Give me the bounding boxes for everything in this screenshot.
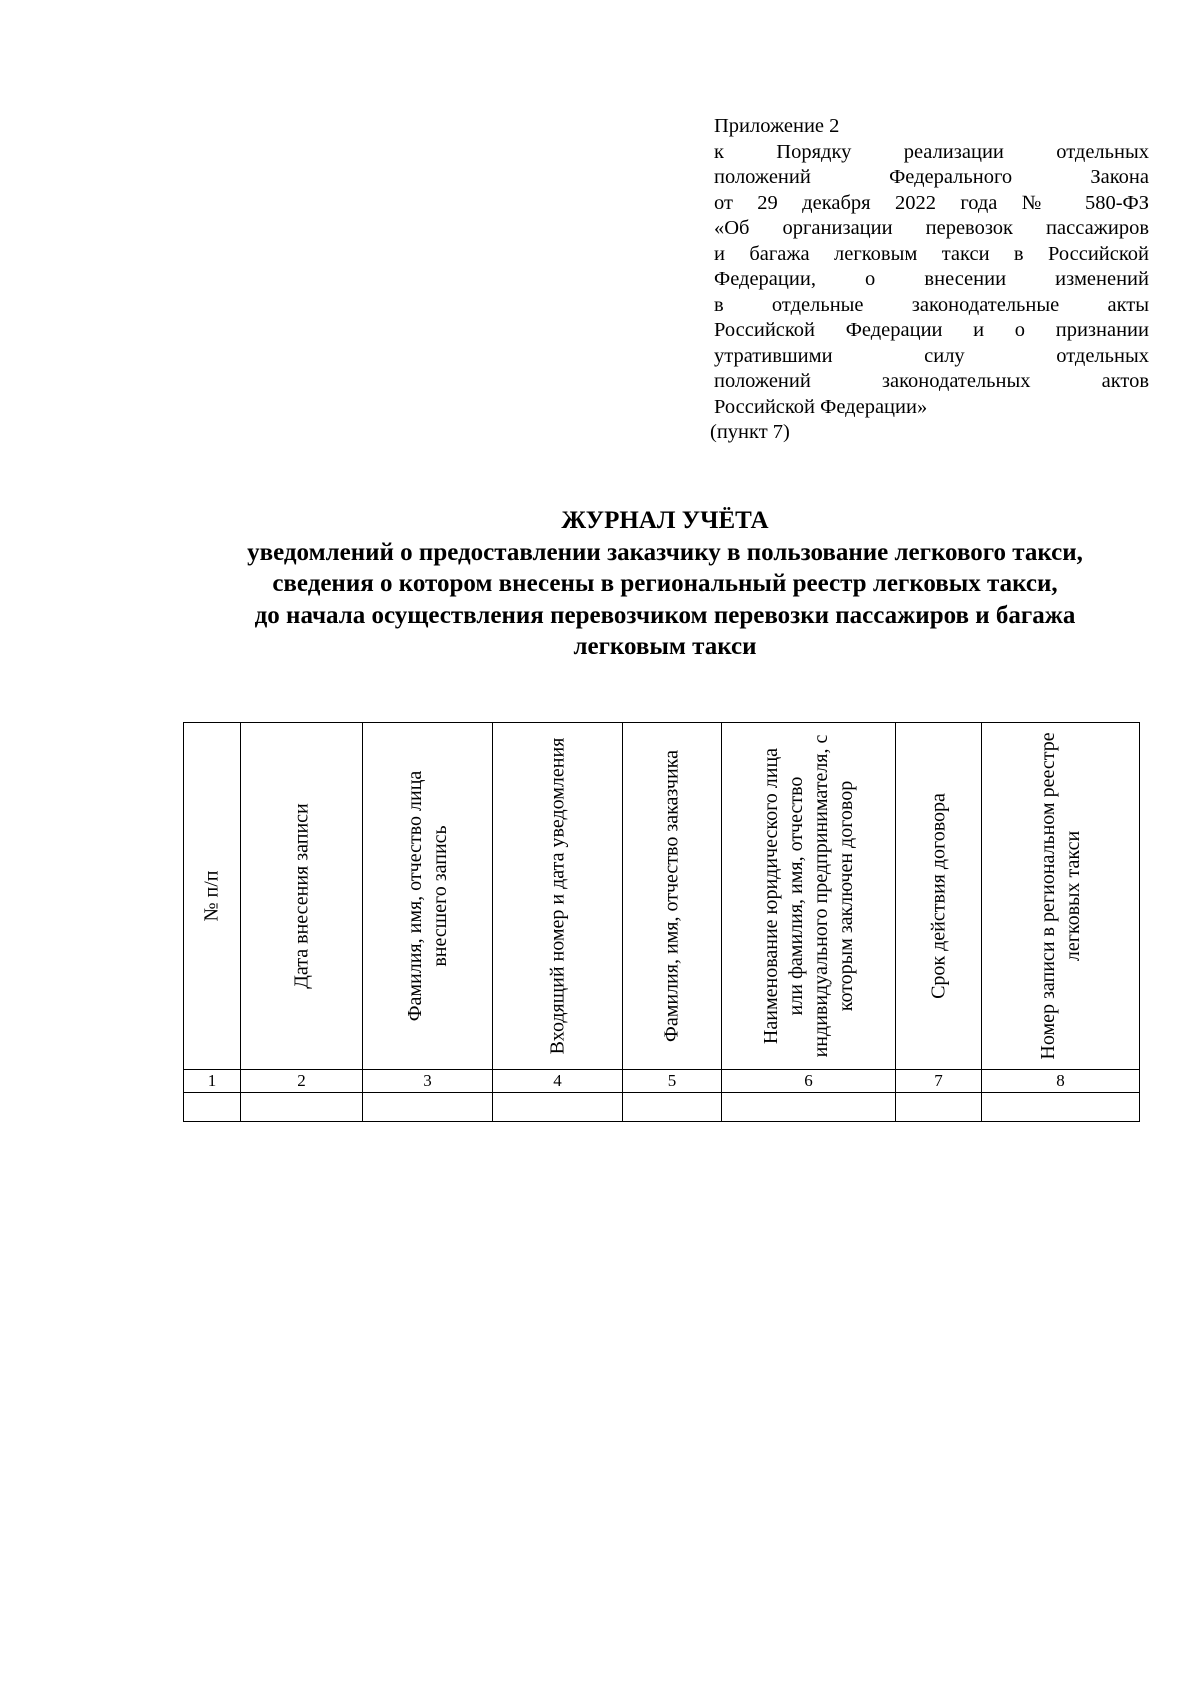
title-line: сведения о котором внесены в региональный реестр легковых такси, <box>272 570 1058 597</box>
header-label: Фамилия, имя, отчество лица внесшего запись <box>403 770 451 1022</box>
header-label: Фамилия, имя, отчество заказчика <box>660 750 683 1042</box>
header-cell-contract-term <box>896 723 982 1070</box>
column-number: 7 <box>896 1070 982 1093</box>
title-line: уведомлений о предоставлении заказчику в пользование легкового такси, <box>247 538 1083 566</box>
empty-cell <box>722 1093 896 1122</box>
column-number: 8 <box>982 1070 1140 1093</box>
empty-cell <box>623 1093 722 1122</box>
appendix-line: (пункт 7) <box>710 421 790 443</box>
empty-entry-row <box>184 1093 1140 1122</box>
appendix-line: Федерации, о внесении изменений <box>714 268 1149 290</box>
header-cell-registry-number <box>982 723 1140 1070</box>
appendix-line: положений Федерального Закона <box>714 166 1149 188</box>
header-cell-contractor <box>722 723 896 1070</box>
title-heading: ЖУРНАЛ УЧЁТА <box>561 507 769 534</box>
column-number: 5 <box>623 1070 722 1093</box>
column-number-row <box>184 1070 1140 1093</box>
header-cell-customer <box>623 723 722 1070</box>
document-title <box>150 505 1180 663</box>
header-cell-entered-by <box>363 723 493 1070</box>
column-number: 6 <box>722 1070 896 1093</box>
appendix-line: к Порядку реализации отдельных <box>714 140 1149 163</box>
appendix-line: Приложение 2 <box>714 115 840 137</box>
empty-cell <box>363 1093 493 1122</box>
header-label: Входящий номер и дата уведомления <box>546 737 568 1055</box>
title-line: до начала осуществления перевозчиком перевозки пассажиров и багажа <box>254 601 1076 629</box>
column-number: 1 <box>184 1070 241 1093</box>
header-label: № п/п <box>200 870 223 922</box>
appendix-line: и багажа легковым такси в Российской <box>714 242 1149 265</box>
appendix-line: Российской Федерации» <box>714 395 928 418</box>
column-number: 3 <box>363 1070 493 1093</box>
title-line: легковым такси <box>573 633 757 660</box>
empty-cell <box>896 1093 982 1122</box>
empty-cell <box>184 1093 241 1122</box>
empty-cell <box>493 1093 623 1122</box>
appendix-line: утратившими силу отдельных <box>714 344 1149 367</box>
column-number: 2 <box>241 1070 363 1093</box>
appendix-line: Российской Федерации и о признании <box>714 319 1149 341</box>
empty-cell <box>241 1093 363 1122</box>
header-label: Наименование юридического лица или фамилия, имя, отчество индивидуального предпринимателя, с которым заключен договор <box>759 734 857 1058</box>
header-label: Срок действия договора <box>927 793 949 999</box>
header-cell-incoming-number <box>493 723 623 1070</box>
journal-table <box>183 722 1140 1122</box>
column-number: 4 <box>493 1070 623 1093</box>
appendix-line: в отдельные законодательные акты <box>714 293 1149 316</box>
appendix-line: положений законодательных актов <box>714 370 1149 392</box>
header-label: Дата внесения записи <box>290 803 312 989</box>
table-header-row <box>184 723 1140 1070</box>
header-cell-entry-date <box>241 723 363 1070</box>
appendix-line: «Об организации перевозок пассажиров <box>714 217 1149 239</box>
header-cell-number <box>184 723 241 1070</box>
empty-cell <box>982 1093 1140 1122</box>
header-label: Номер записи в региональном реестре легковых такси <box>1036 732 1084 1060</box>
appendix-block <box>710 114 1149 446</box>
appendix-line: от 29 декабря 2022 года № 580-ФЗ <box>714 191 1149 214</box>
